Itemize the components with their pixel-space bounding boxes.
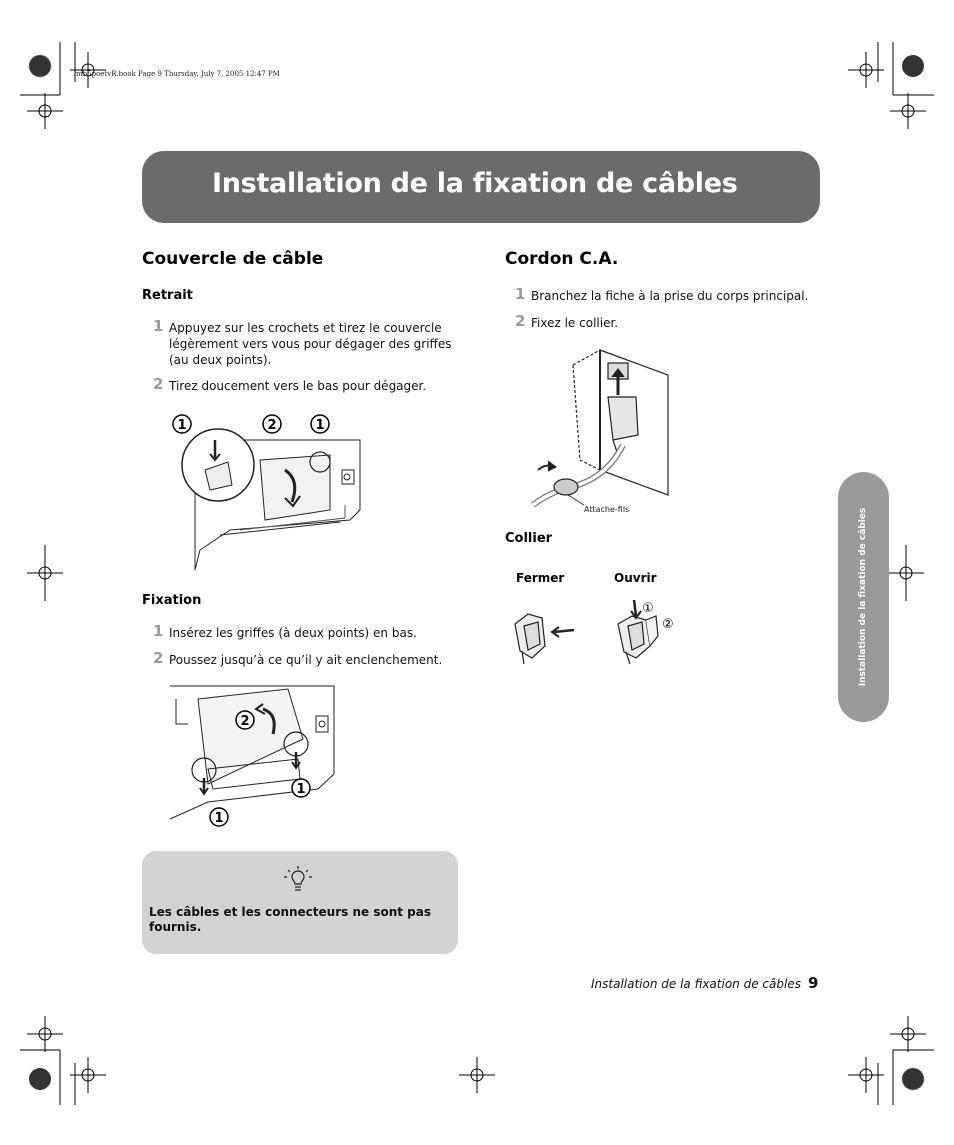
clamp-open-illustration	[608, 596, 688, 666]
step-number: 2	[153, 375, 164, 393]
step-text: Insérez les griffes (à deux points) en bas.	[169, 626, 417, 640]
step-number: 2	[153, 649, 164, 667]
cover-attach-illustration	[168, 684, 343, 834]
step-number: 1	[153, 622, 164, 640]
print-metadata: mb5poetvR.book Page 9 Thursday, July 7, 2005 12:47 PM	[76, 70, 280, 78]
section-heading-cable-cover: Couvercle de câble	[142, 249, 324, 269]
power-cord-illustration	[518, 345, 678, 515]
step-text: Poussez jusqu’à ce qu’il y ait enclenchement.	[169, 653, 443, 667]
callout-label: 1	[177, 418, 187, 433]
step-number: 1	[515, 285, 526, 303]
cord-step-2	[515, 312, 825, 333]
callout-label: 1	[214, 811, 224, 826]
callout-label: 2	[240, 714, 250, 729]
fixation-step-2	[153, 649, 463, 670]
label-open: Ouvrir	[614, 571, 657, 585]
callout-label: 2	[267, 418, 277, 433]
step-text: Fixez le collier.	[531, 316, 619, 330]
callout-markers	[173, 415, 329, 433]
page-number: 9	[808, 974, 819, 992]
step-number: 2	[515, 312, 526, 330]
step-text: Tirez doucement vers le bas pour dégager.	[169, 379, 427, 393]
step-number: 1	[153, 317, 164, 335]
subheading-fixation: Fixation	[142, 593, 202, 608]
tip-text: Les câbles et les connecteurs ne sont pas fournis.	[149, 905, 431, 934]
footer-text: Installation de la fixation de câbles	[591, 977, 801, 991]
section-heading-power-cord: Cordon C.A.	[505, 249, 619, 269]
side-tab-label: Installation de la fixation de câbles	[858, 507, 868, 687]
subheading-retrait: Retrait	[142, 288, 193, 303]
retrait-step-2	[153, 375, 463, 396]
lightbulb-icon	[283, 864, 313, 896]
subheading-collier: Collier	[505, 531, 553, 546]
label-close: Fermer	[516, 571, 565, 585]
fixation-step-1	[153, 622, 463, 643]
step-marker: ②	[662, 617, 674, 632]
callout-label: 1	[296, 782, 306, 797]
figure-caption: Attache-fils	[584, 505, 630, 514]
page-title: Installation de la fixation de câbles	[212, 168, 738, 199]
step-marker: ①	[642, 601, 654, 616]
callout-label: 1	[315, 418, 325, 433]
cord-step-1	[515, 285, 825, 306]
step-text: Branchez la fiche à la prise du corps principal.	[531, 289, 809, 303]
cover-removal-illustration	[170, 410, 370, 580]
retrait-step-1	[153, 317, 463, 368]
step-text: Appuyez sur les crochets et tirez le couvercle légèrement vers vous pour dégager des griffes (au deux points).	[169, 321, 452, 367]
clamp-close-illustration	[510, 606, 580, 666]
